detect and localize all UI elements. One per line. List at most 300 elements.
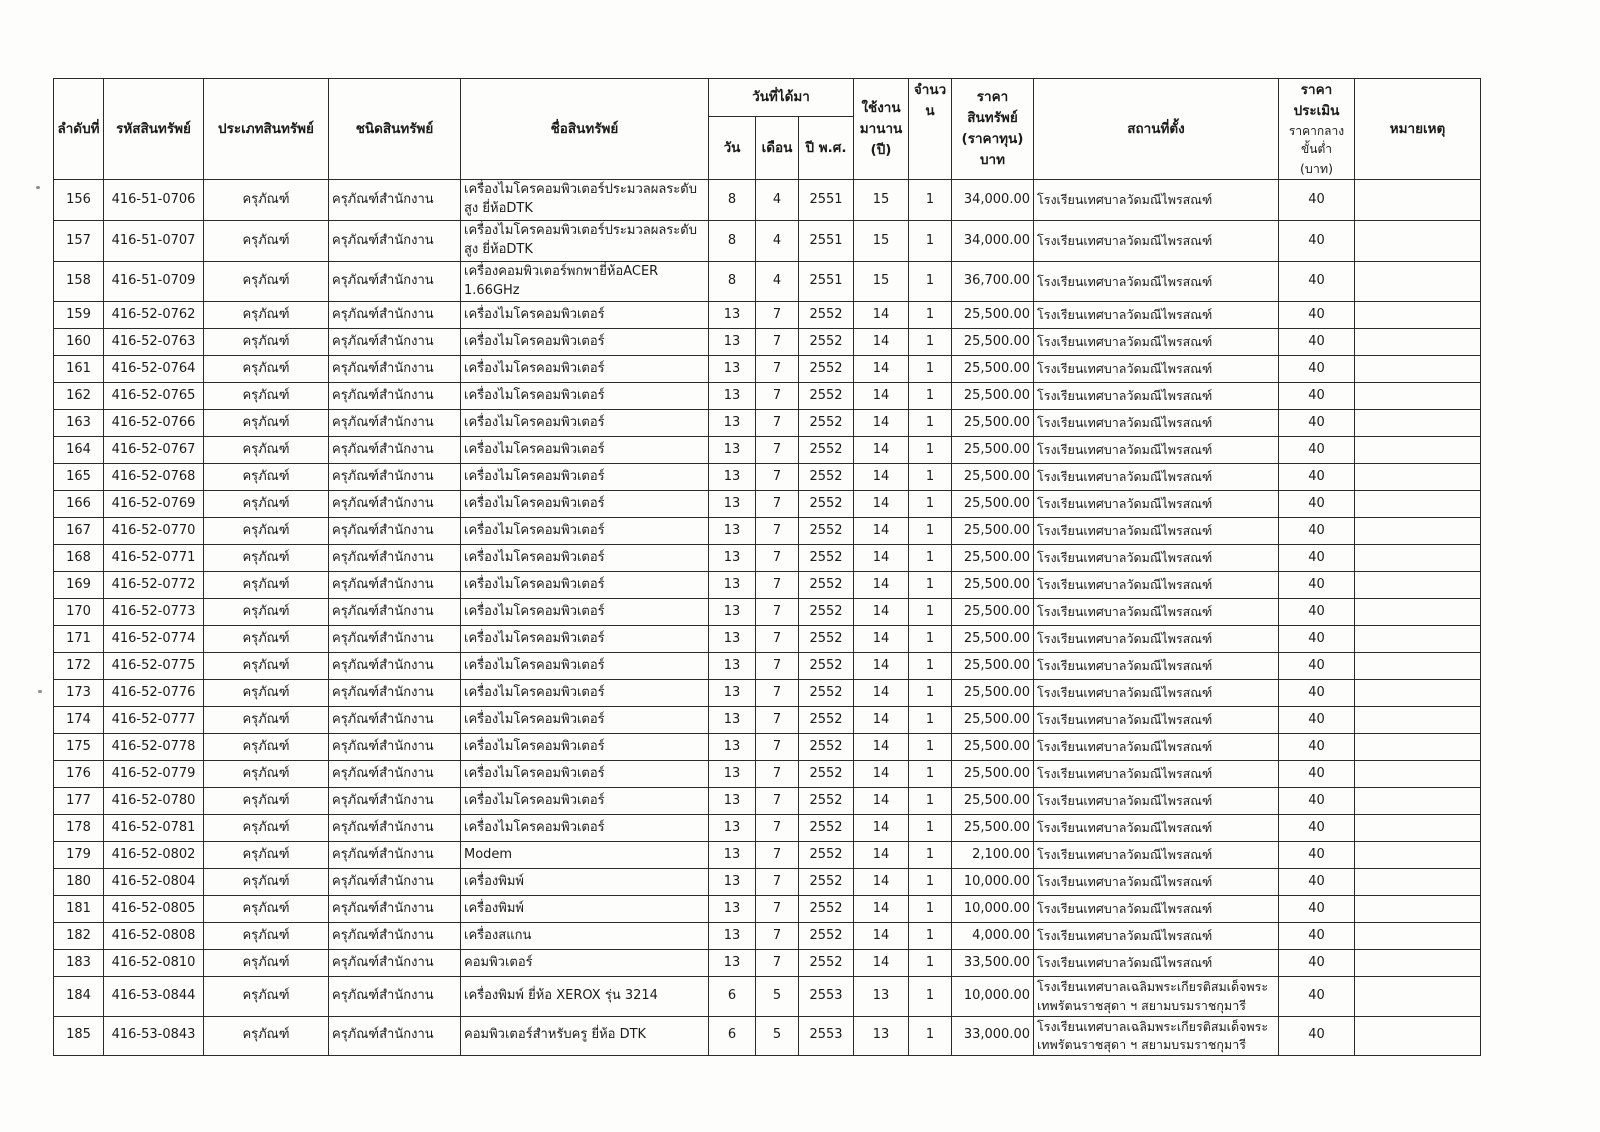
cell-name: เครื่องไมโครคอมพิวเตอร์ — [461, 545, 709, 572]
cell-month: 7 — [756, 410, 799, 437]
cell-price: 25,500.00 — [952, 734, 1034, 761]
cell-day: 13 — [709, 302, 756, 329]
cell-note — [1355, 815, 1481, 842]
cell-type: ครุภัณฑ์ — [204, 761, 329, 788]
cell-qty: 1 — [909, 464, 952, 491]
cell-day: 8 — [709, 180, 756, 221]
cell-kind: ครุภัณฑ์สำนักงาน — [329, 761, 461, 788]
cell-qty: 1 — [909, 329, 952, 356]
cell-no: 167 — [54, 518, 104, 545]
cell-code: 416-52-0780 — [104, 788, 204, 815]
cell-month: 7 — [756, 896, 799, 923]
cell-appraised: 40 — [1279, 653, 1355, 680]
cell-location: โรงเรียนเทศบาลวัดมณีไพรสณฑ์ — [1034, 329, 1279, 356]
cell-appraised: 40 — [1279, 491, 1355, 518]
cell-year: 2551 — [799, 221, 854, 262]
cell-year: 2552 — [799, 680, 854, 707]
cell-year: 2552 — [799, 410, 854, 437]
cell-month: 7 — [756, 680, 799, 707]
cell-name: เครื่องไมโครคอมพิวเตอร์ — [461, 464, 709, 491]
cell-name: เครื่องไมโครคอมพิวเตอร์ — [461, 815, 709, 842]
cell-no: 172 — [54, 653, 104, 680]
cell-no: 157 — [54, 221, 104, 262]
cell-price: 10,000.00 — [952, 896, 1034, 923]
table-header — [54, 79, 1481, 180]
cell-code: 416-52-0805 — [104, 896, 204, 923]
cell-location: โรงเรียนเทศบาลวัดมณีไพรสณฑ์ — [1034, 653, 1279, 680]
cell-location: โรงเรียนเทศบาลวัดมณีไพรสณฑ์ — [1034, 261, 1279, 302]
cell-no: 168 — [54, 545, 104, 572]
cell-no: 176 — [54, 761, 104, 788]
cell-years: 14 — [854, 545, 909, 572]
table-row — [54, 437, 1481, 464]
cell-kind: ครุภัณฑ์สำนักงาน — [329, 329, 461, 356]
cell-month: 4 — [756, 180, 799, 221]
cell-code: 416-52-0776 — [104, 680, 204, 707]
cell-month: 7 — [756, 707, 799, 734]
cell-qty: 1 — [909, 761, 952, 788]
cell-year: 2552 — [799, 923, 854, 950]
cell-price: 4,000.00 — [952, 923, 1034, 950]
cell-code: 416-53-0844 — [104, 977, 204, 1016]
cell-note — [1355, 896, 1481, 923]
table-row — [54, 680, 1481, 707]
cell-year: 2552 — [799, 734, 854, 761]
cell-type: ครุภัณฑ์ — [204, 572, 329, 599]
cell-year: 2552 — [799, 356, 854, 383]
header-asset-type: ประเภทสินทรัพย์ — [204, 79, 329, 180]
cell-note — [1355, 491, 1481, 518]
cell-day: 13 — [709, 545, 756, 572]
cell-type: ครุภัณฑ์ — [204, 410, 329, 437]
cell-price: 25,500.00 — [952, 707, 1034, 734]
cell-no: 174 — [54, 707, 104, 734]
cell-no: 175 — [54, 734, 104, 761]
cell-month: 7 — [756, 545, 799, 572]
cell-no: 170 — [54, 599, 104, 626]
cell-appraised: 40 — [1279, 180, 1355, 221]
cell-day: 13 — [709, 896, 756, 923]
cell-qty: 1 — [909, 545, 952, 572]
cell-location: โรงเรียนเทศบาลวัดมณีไพรสณฑ์ — [1034, 545, 1279, 572]
cell-day: 13 — [709, 950, 756, 977]
cell-qty: 1 — [909, 261, 952, 302]
cell-appraised: 40 — [1279, 545, 1355, 572]
cell-month: 7 — [756, 599, 799, 626]
cell-years: 13 — [854, 977, 909, 1016]
cell-name: เครื่องไมโครคอมพิวเตอร์ประมวลผลระดับสูง ยี่ห้อDTK — [461, 180, 709, 221]
cell-month: 7 — [756, 869, 799, 896]
cell-price: 25,500.00 — [952, 302, 1034, 329]
table-row — [54, 626, 1481, 653]
table-row — [54, 977, 1481, 1016]
cell-note — [1355, 950, 1481, 977]
cell-type: ครุภัณฑ์ — [204, 896, 329, 923]
cell-price: 25,500.00 — [952, 653, 1034, 680]
cell-year: 2551 — [799, 261, 854, 302]
cell-no: 181 — [54, 896, 104, 923]
header-quantity: จำนวน — [909, 79, 952, 180]
cell-day: 13 — [709, 410, 756, 437]
cell-appraised: 40 — [1279, 356, 1355, 383]
cell-appraised: 40 — [1279, 221, 1355, 262]
cell-no: 179 — [54, 842, 104, 869]
cell-kind: ครุภัณฑ์สำนักงาน — [329, 1016, 461, 1055]
cell-appraised: 40 — [1279, 680, 1355, 707]
cell-qty: 1 — [909, 950, 952, 977]
cell-qty: 1 — [909, 869, 952, 896]
cell-note — [1355, 734, 1481, 761]
cell-month: 5 — [756, 1016, 799, 1055]
cell-month: 4 — [756, 221, 799, 262]
cell-location: โรงเรียนเทศบาลวัดมณีไพรสณฑ์ — [1034, 491, 1279, 518]
cell-note — [1355, 437, 1481, 464]
cell-kind: ครุภัณฑ์สำนักงาน — [329, 734, 461, 761]
cell-qty: 1 — [909, 788, 952, 815]
cell-kind: ครุภัณฑ์สำนักงาน — [329, 464, 461, 491]
cell-type: ครุภัณฑ์ — [204, 1016, 329, 1055]
table-row — [54, 410, 1481, 437]
table-row — [54, 221, 1481, 262]
cell-qty: 1 — [909, 599, 952, 626]
cell-no: 182 — [54, 923, 104, 950]
cell-note — [1355, 869, 1481, 896]
cell-price: 34,000.00 — [952, 180, 1034, 221]
cell-name: เครื่องไมโครคอมพิวเตอร์ — [461, 653, 709, 680]
cell-kind: ครุภัณฑ์สำนักงาน — [329, 518, 461, 545]
cell-no: 169 — [54, 572, 104, 599]
cell-year: 2552 — [799, 653, 854, 680]
cell-month: 7 — [756, 923, 799, 950]
cell-qty: 1 — [909, 180, 952, 221]
cell-month: 7 — [756, 329, 799, 356]
cell-note — [1355, 626, 1481, 653]
cell-note — [1355, 180, 1481, 221]
cell-month: 7 — [756, 437, 799, 464]
header-day: วัน — [709, 116, 756, 180]
cell-code: 416-52-0774 — [104, 626, 204, 653]
cell-years: 14 — [854, 869, 909, 896]
cell-type: ครุภัณฑ์ — [204, 437, 329, 464]
cell-qty: 1 — [909, 1016, 952, 1055]
cell-years: 14 — [854, 653, 909, 680]
cell-name: เครื่องไมโครคอมพิวเตอร์ — [461, 761, 709, 788]
cell-year: 2552 — [799, 950, 854, 977]
cell-price: 25,500.00 — [952, 626, 1034, 653]
cell-day: 13 — [709, 383, 756, 410]
table-row — [54, 329, 1481, 356]
header-year: ปี พ.ศ. — [799, 116, 854, 180]
cell-kind: ครุภัณฑ์สำนักงาน — [329, 707, 461, 734]
cell-price: 33,000.00 — [952, 1016, 1034, 1055]
cell-type: ครุภัณฑ์ — [204, 180, 329, 221]
cell-month: 7 — [756, 761, 799, 788]
cell-years: 15 — [854, 180, 909, 221]
cell-years: 14 — [854, 302, 909, 329]
table-row — [54, 788, 1481, 815]
cell-no: 184 — [54, 977, 104, 1016]
cell-kind: ครุภัณฑ์สำนักงาน — [329, 437, 461, 464]
cell-year: 2552 — [799, 788, 854, 815]
cell-kind: ครุภัณฑ์สำนักงาน — [329, 950, 461, 977]
cell-kind: ครุภัณฑ์สำนักงาน — [329, 869, 461, 896]
cell-no: 160 — [54, 329, 104, 356]
table-row — [54, 302, 1481, 329]
cell-qty: 1 — [909, 680, 952, 707]
cell-kind: ครุภัณฑ์สำนักงาน — [329, 626, 461, 653]
cell-name: คอมพิวเตอร์ — [461, 950, 709, 977]
cell-day: 13 — [709, 437, 756, 464]
cell-location: โรงเรียนเทศบาลวัดมณีไพรสณฑ์ — [1034, 761, 1279, 788]
cell-type: ครุภัณฑ์ — [204, 977, 329, 1016]
cell-price: 25,500.00 — [952, 788, 1034, 815]
cell-name: คอมพิวเตอร์สำหรับครู ยี่ห้อ DTK — [461, 1016, 709, 1055]
cell-year: 2552 — [799, 815, 854, 842]
cell-code: 416-52-0778 — [104, 734, 204, 761]
cell-no: 164 — [54, 437, 104, 464]
cell-name: เครื่องไมโครคอมพิวเตอร์ — [461, 383, 709, 410]
cell-price: 25,500.00 — [952, 680, 1034, 707]
header-price: ราคาสินทรัพย์ (ราคาทุน) บาท — [952, 79, 1034, 180]
cell-years: 14 — [854, 599, 909, 626]
cell-price: 10,000.00 — [952, 869, 1034, 896]
table-row — [54, 815, 1481, 842]
cell-note — [1355, 572, 1481, 599]
cell-qty: 1 — [909, 356, 952, 383]
cell-no: 185 — [54, 1016, 104, 1055]
cell-name: เครื่องไมโครคอมพิวเตอร์ — [461, 437, 709, 464]
cell-location: โรงเรียนเทศบาลวัดมณีไพรสณฑ์ — [1034, 383, 1279, 410]
cell-month: 7 — [756, 626, 799, 653]
cell-name: เครื่องไมโครคอมพิวเตอร์ — [461, 626, 709, 653]
cell-price: 25,500.00 — [952, 491, 1034, 518]
cell-day: 8 — [709, 261, 756, 302]
cell-years: 15 — [854, 261, 909, 302]
table-row — [54, 950, 1481, 977]
cell-years: 14 — [854, 491, 909, 518]
cell-years: 14 — [854, 356, 909, 383]
cell-appraised: 40 — [1279, 950, 1355, 977]
cell-name: เครื่องคอมพิวเตอร์พกพายี่ห้อACER 1.66GHz — [461, 261, 709, 302]
cell-no: 178 — [54, 815, 104, 842]
cell-location: โรงเรียนเทศบาลวัดมณีไพรสณฑ์ — [1034, 680, 1279, 707]
cell-year: 2552 — [799, 491, 854, 518]
cell-location: โรงเรียนเทศบาลเฉลิมพระเกียรติสมเด็จพระเทพรัตนราชสุดา ฯ สยามบรมราชกุมารี — [1034, 977, 1279, 1016]
cell-note — [1355, 788, 1481, 815]
cell-note — [1355, 653, 1481, 680]
cell-appraised: 40 — [1279, 815, 1355, 842]
cell-years: 14 — [854, 383, 909, 410]
cell-note — [1355, 1016, 1481, 1055]
cell-name: เครื่องไมโครคอมพิวเตอร์ — [461, 329, 709, 356]
table-row — [54, 572, 1481, 599]
cell-day: 13 — [709, 653, 756, 680]
cell-appraised: 40 — [1279, 869, 1355, 896]
cell-day: 8 — [709, 221, 756, 262]
cell-no: 173 — [54, 680, 104, 707]
cell-code: 416-52-0808 — [104, 923, 204, 950]
cell-month: 7 — [756, 815, 799, 842]
cell-month: 7 — [756, 518, 799, 545]
cell-code: 416-52-0804 — [104, 869, 204, 896]
cell-code: 416-53-0843 — [104, 1016, 204, 1055]
table-row — [54, 707, 1481, 734]
cell-year: 2551 — [799, 180, 854, 221]
cell-name: เครื่องไมโครคอมพิวเตอร์ — [461, 302, 709, 329]
cell-no: 183 — [54, 950, 104, 977]
cell-note — [1355, 356, 1481, 383]
cell-code: 416-52-0762 — [104, 302, 204, 329]
cell-appraised: 40 — [1279, 707, 1355, 734]
cell-year: 2552 — [799, 761, 854, 788]
cell-day: 13 — [709, 761, 756, 788]
cell-no: 171 — [54, 626, 104, 653]
cell-price: 10,000.00 — [952, 977, 1034, 1016]
cell-appraised: 40 — [1279, 923, 1355, 950]
cell-appraised: 40 — [1279, 410, 1355, 437]
cell-name: เครื่องไมโครคอมพิวเตอร์ประมวลผลระดับสูง ยี่ห้อDTK — [461, 221, 709, 262]
table-row — [54, 896, 1481, 923]
cell-price: 25,500.00 — [952, 437, 1034, 464]
cell-location: โรงเรียนเทศบาลวัดมณีไพรสณฑ์ — [1034, 788, 1279, 815]
cell-year: 2552 — [799, 545, 854, 572]
cell-code: 416-52-0768 — [104, 464, 204, 491]
cell-type: ครุภัณฑ์ — [204, 950, 329, 977]
cell-type: ครุภัณฑ์ — [204, 788, 329, 815]
cell-month: 7 — [756, 572, 799, 599]
cell-year: 2552 — [799, 437, 854, 464]
table-row — [54, 491, 1481, 518]
cell-code: 416-52-0765 — [104, 383, 204, 410]
cell-no: 161 — [54, 356, 104, 383]
cell-location: โรงเรียนเทศบาลวัดมณีไพรสณฑ์ — [1034, 734, 1279, 761]
cell-appraised: 40 — [1279, 599, 1355, 626]
cell-type: ครุภัณฑ์ — [204, 842, 329, 869]
cell-kind: ครุภัณฑ์สำนักงาน — [329, 261, 461, 302]
cell-location: โรงเรียนเทศบาลวัดมณีไพรสณฑ์ — [1034, 950, 1279, 977]
cell-type: ครุภัณฑ์ — [204, 653, 329, 680]
cell-day: 13 — [709, 707, 756, 734]
cell-code: 416-52-0810 — [104, 950, 204, 977]
cell-code: 416-52-0779 — [104, 761, 204, 788]
cell-name: เครื่องไมโครคอมพิวเตอร์ — [461, 518, 709, 545]
cell-type: ครุภัณฑ์ — [204, 599, 329, 626]
table-row — [54, 383, 1481, 410]
cell-location: โรงเรียนเทศบาลวัดมณีไพรสณฑ์ — [1034, 572, 1279, 599]
cell-appraised: 40 — [1279, 302, 1355, 329]
cell-name: เครื่องไมโครคอมพิวเตอร์ — [461, 491, 709, 518]
cell-year: 2552 — [799, 464, 854, 491]
cell-price: 25,500.00 — [952, 356, 1034, 383]
cell-years: 14 — [854, 950, 909, 977]
cell-location: โรงเรียนเทศบาลวัดมณีไพรสณฑ์ — [1034, 410, 1279, 437]
table-row — [54, 653, 1481, 680]
header-location: สถานที่ตั้ง — [1034, 79, 1279, 180]
cell-code: 416-52-0775 — [104, 653, 204, 680]
cell-location: โรงเรียนเทศบาลวัดมณีไพรสณฑ์ — [1034, 896, 1279, 923]
cell-price: 25,500.00 — [952, 572, 1034, 599]
table-row — [54, 599, 1481, 626]
cell-no: 180 — [54, 869, 104, 896]
cell-price: 33,500.00 — [952, 950, 1034, 977]
cell-years: 14 — [854, 410, 909, 437]
header-years-used: ใช้งาน มานาน (ปี) — [854, 79, 909, 180]
cell-appraised: 40 — [1279, 626, 1355, 653]
table-body — [54, 180, 1481, 1056]
cell-location: โรงเรียนเทศบาลวัดมณีไพรสณฑ์ — [1034, 869, 1279, 896]
cell-type: ครุภัณฑ์ — [204, 626, 329, 653]
cell-code: 416-51-0706 — [104, 180, 204, 221]
cell-name: เครื่องพิมพ์ — [461, 896, 709, 923]
cell-no: 166 — [54, 491, 104, 518]
cell-year: 2553 — [799, 1016, 854, 1055]
cell-month: 7 — [756, 788, 799, 815]
cell-note — [1355, 680, 1481, 707]
cell-note — [1355, 410, 1481, 437]
cell-kind: ครุภัณฑ์สำนักงาน — [329, 788, 461, 815]
cell-code: 416-52-0781 — [104, 815, 204, 842]
cell-code: 416-52-0763 — [104, 329, 204, 356]
cell-qty: 1 — [909, 302, 952, 329]
cell-no: 159 — [54, 302, 104, 329]
cell-type: ครุภัณฑ์ — [204, 815, 329, 842]
cell-years: 14 — [854, 437, 909, 464]
cell-appraised: 40 — [1279, 464, 1355, 491]
table-row — [54, 923, 1481, 950]
cell-location: โรงเรียนเทศบาลวัดมณีไพรสณฑ์ — [1034, 437, 1279, 464]
cell-type: ครุภัณฑ์ — [204, 491, 329, 518]
cell-years: 14 — [854, 923, 909, 950]
cell-appraised: 40 — [1279, 437, 1355, 464]
cell-day: 13 — [709, 464, 756, 491]
cell-note — [1355, 221, 1481, 262]
cell-day: 6 — [709, 1016, 756, 1055]
cell-name: เครื่องพิมพ์ ยี่ห้อ XEROX รุ่น 3214 — [461, 977, 709, 1016]
cell-price: 25,500.00 — [952, 599, 1034, 626]
cell-name: เครื่องสแกน — [461, 923, 709, 950]
table-row — [54, 734, 1481, 761]
cell-kind: ครุภัณฑ์สำนักงาน — [329, 977, 461, 1016]
cell-location: โรงเรียนเทศบาลเฉลิมพระเกียรติสมเด็จพระเทพรัตนราชสุดา ฯ สยามบรมราชกุมารี — [1034, 1016, 1279, 1055]
cell-price: 2,100.00 — [952, 842, 1034, 869]
cell-years: 14 — [854, 680, 909, 707]
cell-type: ครุภัณฑ์ — [204, 302, 329, 329]
cell-qty: 1 — [909, 572, 952, 599]
cell-type: ครุภัณฑ์ — [204, 221, 329, 262]
cell-no: 162 — [54, 383, 104, 410]
cell-qty: 1 — [909, 653, 952, 680]
cell-day: 13 — [709, 923, 756, 950]
cell-code: 416-52-0769 — [104, 491, 204, 518]
cell-appraised: 40 — [1279, 734, 1355, 761]
table-row — [54, 356, 1481, 383]
cell-years: 14 — [854, 734, 909, 761]
cell-code: 416-51-0707 — [104, 221, 204, 262]
table-row — [54, 180, 1481, 221]
cell-note — [1355, 923, 1481, 950]
cell-no: 165 — [54, 464, 104, 491]
cell-year: 2553 — [799, 977, 854, 1016]
cell-price: 25,500.00 — [952, 518, 1034, 545]
cell-location: โรงเรียนเทศบาลวัดมณีไพรสณฑ์ — [1034, 599, 1279, 626]
cell-kind: ครุภัณฑ์สำนักงาน — [329, 572, 461, 599]
cell-location: โรงเรียนเทศบาลวัดมณีไพรสณฑ์ — [1034, 464, 1279, 491]
cell-location: โรงเรียนเทศบาลวัดมณีไพรสณฑ์ — [1034, 815, 1279, 842]
cell-day: 13 — [709, 356, 756, 383]
cell-kind: ครุภัณฑ์สำนักงาน — [329, 180, 461, 221]
cell-qty: 1 — [909, 734, 952, 761]
cell-day: 13 — [709, 788, 756, 815]
